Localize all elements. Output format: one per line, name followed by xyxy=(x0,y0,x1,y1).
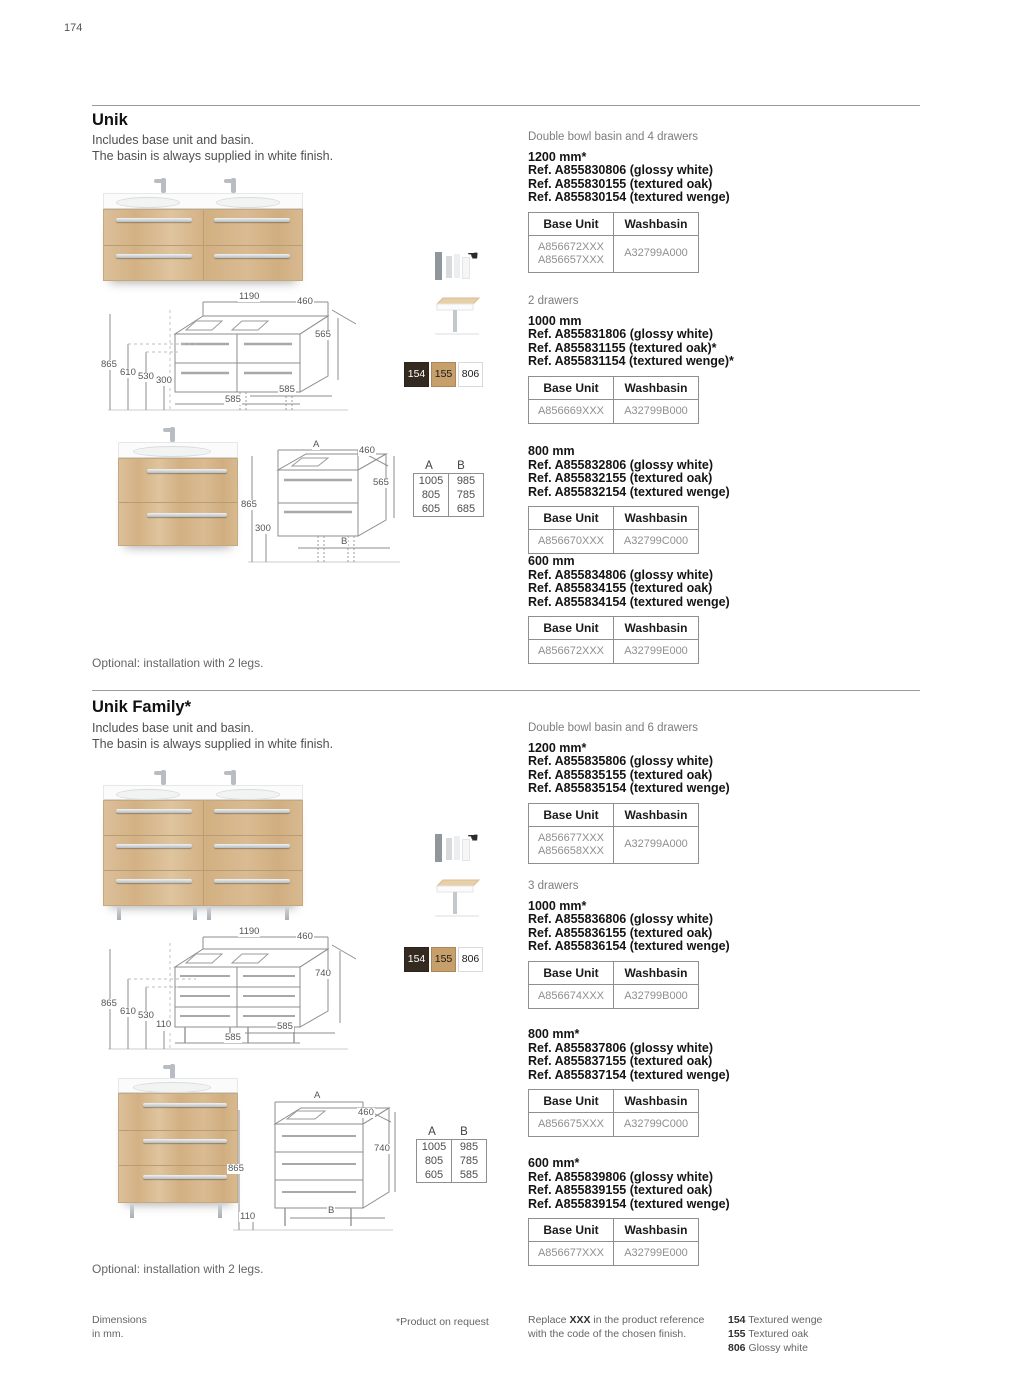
dim-total-height: 865 xyxy=(101,998,117,1009)
table-row xyxy=(414,488,484,502)
dim-depth: 460 xyxy=(297,931,313,942)
drawer-handle xyxy=(214,844,290,848)
dimension-table-ab xyxy=(413,460,484,517)
drawer-split xyxy=(119,1130,237,1131)
ab-cell: 805 xyxy=(421,489,441,501)
finish-swatch-154: 154 xyxy=(404,362,429,387)
table-row xyxy=(417,1140,487,1155)
washbasin-code: A32799E000 xyxy=(614,1242,699,1266)
drawer-split xyxy=(104,245,302,246)
product-photo-single-3drawer xyxy=(118,1062,238,1222)
dim-depth: 460 xyxy=(358,1107,374,1118)
drawer-handle xyxy=(116,879,192,883)
washbasin-code: A32799B000 xyxy=(614,399,699,423)
page-number: 174 xyxy=(64,22,83,34)
table-row xyxy=(529,984,699,1008)
dim-mid1: 610 xyxy=(120,1006,136,1017)
table-row xyxy=(417,1168,487,1183)
product-ref: Ref. A855839154 (textured wenge) xyxy=(528,1196,730,1211)
basin xyxy=(133,446,211,457)
finish-swatch-155: 155 xyxy=(431,947,456,972)
col-base-unit: Base Unit xyxy=(529,1219,614,1242)
drawing-lines xyxy=(240,438,405,578)
finish-sample-bar xyxy=(454,254,460,278)
drawer-handle xyxy=(143,1139,227,1143)
reference-table xyxy=(528,1089,699,1137)
reference-table xyxy=(528,212,699,273)
footer-dimensions-note xyxy=(92,1313,147,1341)
drawer-handle xyxy=(116,254,192,258)
ab-values xyxy=(413,473,484,517)
section1-desc-line1: Includes base unit and basin. xyxy=(92,133,254,147)
hand-pointer-icon: ☚ xyxy=(467,248,479,263)
cabinet-split xyxy=(203,801,204,905)
drawer-split xyxy=(119,502,237,503)
countertop xyxy=(118,1078,238,1093)
base-unit-code: A856670XXX xyxy=(529,530,614,554)
legend-label: Glossy white xyxy=(748,1342,808,1354)
product-ref: Ref. A855830154 (textured wenge) xyxy=(528,190,730,204)
ab-cell: 985 xyxy=(452,1140,487,1155)
product-group-label: 2 drawers xyxy=(528,295,579,307)
product-group-label: 3 drawers xyxy=(528,880,579,892)
dim-a: A xyxy=(313,439,320,450)
basin xyxy=(216,789,280,800)
legend-code: 155 xyxy=(728,1328,746,1340)
washbasin-code: A32799C000 xyxy=(614,1113,699,1137)
product-block-600-family xyxy=(528,1157,748,1266)
drawer-split xyxy=(104,870,302,871)
reference-table xyxy=(528,1218,699,1266)
section1-description xyxy=(92,133,333,164)
finish-sample-bar xyxy=(435,252,442,280)
finish-samples-image xyxy=(433,828,481,868)
technical-drawing-double-unik xyxy=(100,288,400,418)
footer-product-on-request: *Product on request xyxy=(396,1316,489,1328)
section2-desc-line2: The basin is always supplied in white finish. xyxy=(92,736,334,751)
leg-detail-image xyxy=(433,872,481,920)
reference-table xyxy=(528,961,699,1009)
section1-title: Unik xyxy=(92,111,128,129)
table-row xyxy=(529,1242,699,1266)
section2-title: Unik Family* xyxy=(92,698,192,716)
dim-low: 110 xyxy=(240,1211,256,1222)
base-code-line: A856657XXX xyxy=(537,253,605,266)
ab-cell: 805 xyxy=(424,1155,444,1167)
dim-b: B xyxy=(328,1205,335,1216)
col-base-unit: Base Unit xyxy=(529,212,614,235)
drawer-handle xyxy=(116,809,192,813)
ab-header xyxy=(413,460,484,472)
dim-b: B xyxy=(341,536,348,547)
section2-description xyxy=(92,721,333,752)
countertop xyxy=(103,785,303,800)
ab-col-b: B xyxy=(460,1126,468,1138)
tap-icon xyxy=(161,178,166,193)
replace-xxx: XXX xyxy=(569,1314,591,1326)
replace-note-line1 xyxy=(528,1313,743,1327)
table-row xyxy=(529,803,699,826)
dim-unit-height: 740 xyxy=(315,968,331,979)
product-ref: Ref. A855830806 (glossy white) xyxy=(528,163,714,177)
product-size: 800 mm* xyxy=(528,1027,580,1041)
basin xyxy=(116,789,180,800)
dim-mid2: 530 xyxy=(138,1010,154,1021)
legend-code: 806 xyxy=(728,1342,746,1354)
col-base-unit: Base Unit xyxy=(529,617,614,640)
finish-sample-bar xyxy=(446,256,452,278)
ab-col-b: B xyxy=(457,460,465,472)
table-row xyxy=(417,1154,487,1168)
ab-cell: 605 xyxy=(421,503,441,515)
dim-depth: 460 xyxy=(297,296,313,307)
product-ref: Ref. A855834155 (textured oak) xyxy=(528,581,713,595)
cabinet-body xyxy=(118,458,238,546)
drawer-split xyxy=(119,1165,237,1166)
optional-note: Optional: installation with 2 legs. xyxy=(92,1262,264,1276)
dim-half-bottom: 585 xyxy=(225,394,241,405)
drawer-split xyxy=(104,835,302,836)
legend-row xyxy=(728,1313,822,1327)
product-ref: Ref. A855830155 (textured oak) xyxy=(528,176,713,191)
product-ref: Ref. A855836155 (textured oak) xyxy=(528,925,713,940)
drawer-handle xyxy=(214,218,290,222)
product-block-1000 xyxy=(528,295,748,424)
base-unit-code xyxy=(529,235,614,272)
table-row xyxy=(529,1090,699,1113)
col-base-unit: Base Unit xyxy=(529,376,614,399)
col-base-unit: Base Unit xyxy=(529,1090,614,1113)
product-group-label: Double bowl basin and 4 drawers xyxy=(528,131,699,143)
table-row xyxy=(529,617,699,640)
cabinet-body xyxy=(118,1093,238,1203)
optional-note: Optional: installation with 2 legs. xyxy=(92,656,264,670)
table-row xyxy=(529,376,699,399)
washbasin-code: A32799E000 xyxy=(614,640,699,664)
ab-cell: 1005 xyxy=(418,475,444,487)
dimensions-note-line2: in mm. xyxy=(92,1328,124,1340)
ab-values xyxy=(416,1139,487,1183)
product-size: 1200 mm* xyxy=(528,149,587,164)
replace-post: in the product reference xyxy=(590,1314,705,1326)
cabinet-leg xyxy=(130,1203,134,1218)
leg-detail-drawing xyxy=(433,872,481,920)
base-code-line: A856677XXX xyxy=(537,831,605,844)
cabinet-leg xyxy=(218,1203,222,1218)
section-divider xyxy=(92,105,920,106)
dim-unit-height: 565 xyxy=(315,329,331,340)
table-row xyxy=(529,826,699,863)
finish-swatch-154: 154 xyxy=(404,947,429,972)
product-block-800 xyxy=(528,445,748,554)
product-ref: Ref. A855839806 (glossy white) xyxy=(528,1169,714,1184)
dim-width: 1190 xyxy=(239,291,260,302)
washbasin-code: A32799C000 xyxy=(614,530,699,554)
reference-table xyxy=(528,616,699,664)
legend-row xyxy=(728,1327,822,1341)
tap-icon xyxy=(161,770,166,785)
drawer-handle xyxy=(147,513,227,517)
leg-detail-image xyxy=(433,290,481,338)
drawer-handle xyxy=(116,218,192,222)
dim-depth: 460 xyxy=(359,445,375,456)
ab-cell: 685 xyxy=(449,502,484,517)
product-size: 1000 mm xyxy=(528,313,582,328)
leg-detail-drawing xyxy=(433,290,481,338)
washbasin-code: A32799A000 xyxy=(614,235,699,272)
table-row xyxy=(529,507,699,530)
table-row xyxy=(529,1113,699,1137)
drawing-lines xyxy=(100,923,400,1063)
product-ref: Ref. A855837155 (textured oak) xyxy=(528,1054,713,1068)
dim-unit-height: 740 xyxy=(374,1143,390,1154)
finish-sample-bar xyxy=(446,838,452,860)
washbasin-code: A32799A000 xyxy=(614,826,699,863)
dim-low: 300 xyxy=(156,375,172,386)
reference-table xyxy=(528,376,699,424)
col-washbasin: Washbasin xyxy=(614,507,699,530)
countertop xyxy=(103,193,303,209)
drawer-handle xyxy=(143,1103,227,1107)
table-row xyxy=(414,474,484,489)
col-base-unit: Base Unit xyxy=(529,803,614,826)
base-code-line: A856672XXX xyxy=(537,240,605,253)
product-size: 600 mm xyxy=(528,554,575,568)
ab-header xyxy=(416,1126,487,1138)
product-ref: Ref. A855836154 (textured wenge) xyxy=(528,939,730,953)
finish-samples-image xyxy=(433,246,481,286)
col-washbasin: Washbasin xyxy=(614,617,699,640)
dim-total-height: 865 xyxy=(101,359,117,370)
product-ref: Ref. A855831154 (textured wenge)* xyxy=(528,354,734,368)
cabinet-leg xyxy=(285,906,289,920)
finish-swatch-806: 806 xyxy=(458,362,483,387)
section-divider xyxy=(92,690,920,691)
tap-icon xyxy=(231,178,236,193)
product-size: 600 mm* xyxy=(528,1156,580,1170)
reference-table xyxy=(528,506,699,554)
product-ref: Ref. A855832154 (textured wenge) xyxy=(528,484,730,499)
col-base-unit: Base Unit xyxy=(529,507,614,530)
dim-half-bottom: 585 xyxy=(225,1032,241,1043)
drawer-handle xyxy=(214,254,290,258)
ab-col-a: A xyxy=(425,460,433,472)
cabinet-leg xyxy=(193,906,197,920)
legend-label: Textured oak xyxy=(748,1328,809,1340)
cabinet-body xyxy=(103,800,303,906)
dim-low: 300 xyxy=(255,523,271,534)
product-block-1200-family xyxy=(528,722,748,864)
technical-drawing-single-unik xyxy=(240,438,405,578)
dimension-table-ab xyxy=(416,1126,487,1183)
dim-mid1: 610 xyxy=(120,367,136,378)
product-group-label: Double bowl basin and 6 drawers xyxy=(528,722,699,734)
countertop xyxy=(118,442,238,458)
product-ref: Ref. A855834154 (textured wenge) xyxy=(528,594,730,609)
ab-col-a: A xyxy=(428,1126,436,1138)
product-block-1200 xyxy=(528,131,748,273)
product-photo-double-4drawer xyxy=(103,176,303,289)
cabinet-leg xyxy=(117,906,121,920)
product-ref: Ref. A855837154 (textured wenge) xyxy=(528,1067,730,1082)
finish-swatch-806: 806 xyxy=(458,947,483,972)
table-row xyxy=(414,502,484,517)
ab-cell: 1005 xyxy=(421,1141,447,1153)
ab-cell: 785 xyxy=(449,488,484,502)
col-washbasin: Washbasin xyxy=(614,1090,699,1113)
product-block-600 xyxy=(528,555,748,664)
drawing-lines xyxy=(100,288,400,418)
table-row xyxy=(529,530,699,554)
col-washbasin: Washbasin xyxy=(614,376,699,399)
tap-icon xyxy=(231,770,236,785)
product-ref: Ref. A855835806 (glossy white) xyxy=(528,754,714,768)
dim-a: A xyxy=(314,1090,321,1101)
basin xyxy=(133,1082,211,1093)
dim-low: 110 xyxy=(156,1019,172,1030)
base-code-line: A856658XXX xyxy=(537,844,605,857)
product-block-800-family xyxy=(528,1028,748,1137)
legend-code: 154 xyxy=(728,1314,746,1326)
base-unit-code: A856674XXX xyxy=(529,984,614,1008)
product-ref: Ref. A855835155 (textured oak) xyxy=(528,767,713,782)
section1-desc-line2: The basin is always supplied in white finish. xyxy=(92,148,334,163)
base-unit-code: A856677XXX xyxy=(529,1242,614,1266)
legend-label: Textured wenge xyxy=(748,1314,823,1326)
ab-cell: 985 xyxy=(449,474,484,489)
table-row xyxy=(529,235,699,272)
drawer-handle xyxy=(116,844,192,848)
legend-row xyxy=(728,1341,822,1355)
reference-table xyxy=(528,803,699,864)
col-washbasin: Washbasin xyxy=(614,961,699,984)
col-washbasin: Washbasin xyxy=(614,212,699,235)
dim-unit-height: 565 xyxy=(373,477,389,488)
col-base-unit: Base Unit xyxy=(529,961,614,984)
finish-swatch-row xyxy=(404,947,485,972)
product-ref: Ref. A855839155 (textured oak) xyxy=(528,1183,713,1197)
replace-pre: Replace xyxy=(528,1314,570,1326)
cabinet-body xyxy=(103,209,303,281)
finish-swatch-row xyxy=(404,362,485,387)
finish-swatch-155: 155 xyxy=(431,362,456,387)
base-unit-code: A856672XXX xyxy=(529,640,614,664)
base-unit-code: A856675XXX xyxy=(529,1113,614,1137)
product-size: 1000 mm* xyxy=(528,898,587,913)
dim-total-height: 865 xyxy=(228,1163,244,1174)
finish-sample-bar xyxy=(454,836,460,860)
finish-sample-bar xyxy=(435,834,442,862)
dim-half-right: 585 xyxy=(279,384,295,395)
dimensions-note-line1: Dimensions xyxy=(92,1314,147,1326)
product-ref: Ref. A855835154 (textured wenge) xyxy=(528,781,730,795)
col-washbasin: Washbasin xyxy=(614,1219,699,1242)
base-unit-code xyxy=(529,826,614,863)
drawer-handle xyxy=(214,809,290,813)
dim-total-height: 865 xyxy=(241,499,257,510)
product-block-1000-family xyxy=(528,880,748,1009)
product-ref: Ref. A855832806 (glossy white) xyxy=(528,457,714,472)
dim-mid2: 530 xyxy=(138,371,154,382)
drawer-handle xyxy=(143,1175,227,1179)
product-ref: Ref. A855834806 (glossy white) xyxy=(528,567,714,582)
table-row xyxy=(529,961,699,984)
dim-width: 1190 xyxy=(239,926,260,937)
section2-desc-line1: Includes base unit and basin. xyxy=(92,721,254,735)
col-washbasin: Washbasin xyxy=(614,803,699,826)
replace-note-line2: with the code of the chosen finish. xyxy=(528,1328,687,1340)
tap-icon xyxy=(170,1064,175,1079)
drawer-handle xyxy=(214,879,290,883)
technical-drawing-single-family xyxy=(225,1088,400,1248)
product-ref: Ref. A855832155 (textured oak) xyxy=(528,471,713,485)
hand-pointer-icon: ☚ xyxy=(467,830,479,845)
drawer-handle xyxy=(147,469,227,473)
footer-replace-note xyxy=(528,1313,743,1341)
ab-cell: 785 xyxy=(452,1154,487,1168)
basin xyxy=(216,197,280,208)
technical-drawing-double-family xyxy=(100,923,400,1063)
product-size: 1200 mm* xyxy=(528,740,587,755)
table-row xyxy=(529,640,699,664)
product-photo-single-2drawer xyxy=(118,424,238,562)
ab-cell: 585 xyxy=(452,1168,487,1183)
product-ref: Ref. A855831155 (textured oak)* xyxy=(528,340,717,355)
product-ref: Ref. A855831806 (glossy white) xyxy=(528,327,714,341)
dim-half-right: 585 xyxy=(277,1021,293,1032)
cabinet-leg xyxy=(207,906,211,920)
basin xyxy=(116,197,180,208)
product-photo-double-6drawer xyxy=(103,768,303,925)
table-row xyxy=(529,212,699,235)
product-size: 800 mm xyxy=(528,444,575,458)
table-row xyxy=(529,399,699,423)
tap-icon xyxy=(170,427,175,442)
product-ref: Ref. A855836806 (glossy white) xyxy=(528,912,714,926)
ab-cell: 605 xyxy=(424,1169,444,1181)
product-ref: Ref. A855837806 (glossy white) xyxy=(528,1040,714,1055)
footer-finish-legend xyxy=(728,1313,822,1355)
washbasin-code: A32799B000 xyxy=(614,984,699,1008)
table-row xyxy=(529,1219,699,1242)
base-unit-code: A856669XXX xyxy=(529,399,614,423)
